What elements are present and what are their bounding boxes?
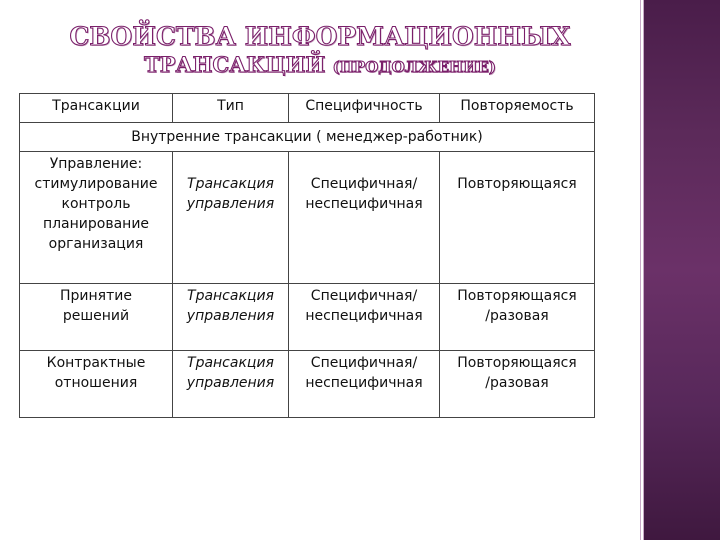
cell-line: Трансакция	[187, 355, 274, 371]
table-row	[20, 152, 595, 284]
table-row	[20, 284, 595, 351]
decorative-rule	[640, 0, 641, 540]
cell-repeatability	[440, 351, 595, 418]
cell-specificity	[289, 351, 440, 418]
slide-title-line-2	[0, 52, 640, 77]
cell-line: управления	[186, 308, 275, 324]
cell-line: Принятие	[60, 288, 132, 304]
decorative-side-band	[644, 0, 720, 540]
slide-title-line-1: СВОЙСТВА ИНФОРМАЦИОННЫХ	[69, 22, 571, 51]
cell-line: неспецифичная	[305, 375, 423, 391]
cell-type	[173, 152, 289, 284]
cell-line: планирование	[42, 216, 150, 232]
cell-line: Повторяющаяся	[457, 355, 577, 371]
cell-type	[173, 284, 289, 351]
cell-transaction-name	[20, 284, 173, 351]
cell-line: /разовая	[485, 308, 549, 324]
cell-line: Специфичная/	[310, 288, 418, 304]
table-header-row	[20, 94, 595, 123]
header-cell-transactions: Трансакции	[20, 94, 173, 123]
transactions-properties-table	[19, 93, 595, 418]
cell-specificity	[289, 284, 440, 351]
cell-line: управления	[186, 196, 275, 212]
cell-line: Контрактные	[46, 355, 146, 371]
cell-line: Специфичная/	[310, 176, 418, 192]
cell-line: управления	[186, 375, 275, 391]
table-row	[20, 351, 595, 418]
cell-line: неспецифичная	[305, 308, 423, 324]
cell-type	[173, 351, 289, 418]
section-cell-internal-transactions: Внутренние трансакции ( менеджер-работник)	[20, 123, 595, 152]
cell-repeatability	[440, 152, 595, 284]
cell-line: Повторяющаяся	[457, 176, 577, 192]
slide-title-main: ТРАНСАКЦИЙ	[144, 52, 326, 77]
cell-transaction-name	[20, 152, 173, 284]
cell-transaction-name	[20, 351, 173, 418]
slide-title-note: (ПРОДОЛЖЕНИЕ)	[332, 58, 496, 76]
cell-line: неспецифичная	[305, 196, 423, 212]
header-cell-repeatability: Повторяемость	[440, 94, 595, 123]
cell-line: контроль	[61, 196, 131, 212]
cell-line: отношения	[54, 375, 138, 391]
header-cell-specificity: Специфичность	[289, 94, 440, 123]
cell-line: /разовая	[485, 375, 549, 391]
cell-repeatability	[440, 284, 595, 351]
table-section-row	[20, 123, 595, 152]
cell-line: стимулирование	[34, 176, 158, 192]
header-cell-type: Тип	[173, 94, 289, 123]
cell-line: решений	[62, 308, 130, 324]
cell-line: Повторяющаяся	[457, 288, 577, 304]
cell-line: Управление:	[49, 156, 143, 172]
cell-line: Специфичная/	[310, 355, 418, 371]
cell-line: Трансакция	[187, 176, 274, 192]
cell-specificity	[289, 152, 440, 284]
cell-line: организация	[48, 236, 144, 252]
transactions-table-container	[19, 93, 595, 418]
cell-line: Трансакция	[187, 288, 274, 304]
